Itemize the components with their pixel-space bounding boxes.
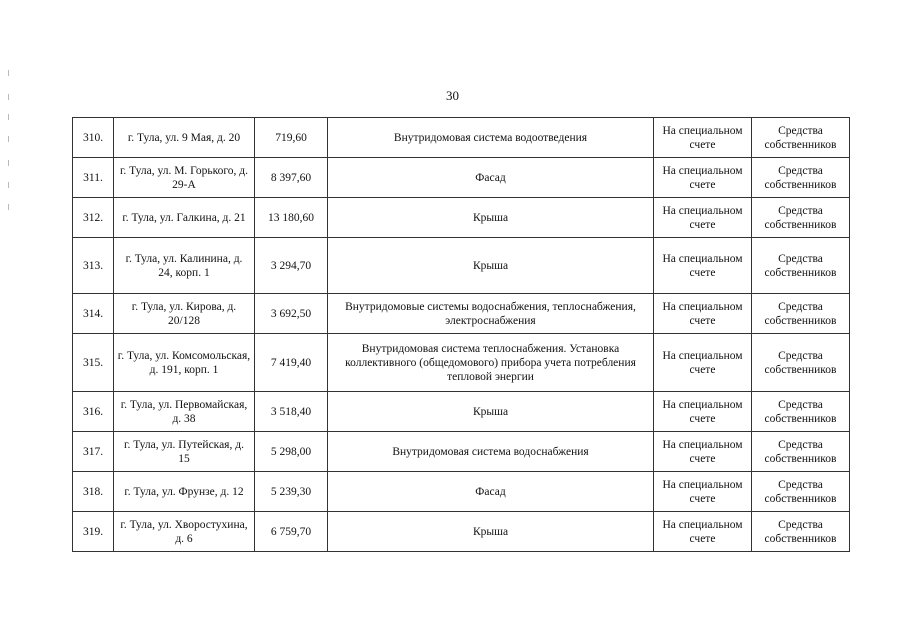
area-cell: 719,60 [255,118,328,158]
table-row [73,118,850,158]
work-type-cell: Фасад [328,472,654,512]
table-row [73,334,850,392]
row-number: 319. [73,512,114,552]
area-cell: 3 692,50 [255,294,328,334]
address-cell: г. Тула, ул. Комсомольская, д. 191, корп. 1 [114,334,255,392]
funding-source-cell: Средства собственников [752,294,850,334]
funding-source-cell: Средства собственников [752,512,850,552]
table-row [73,472,850,512]
funding-source-cell: Средства собственников [752,432,850,472]
address-cell: г. Тула, ул. М. Горького, д. 29-А [114,158,255,198]
repair-schedule-table [72,117,850,552]
work-type-cell: Внутридомовая система водоснабжения [328,432,654,472]
table-row [73,512,850,552]
row-number: 311. [73,158,114,198]
area-cell: 5 298,00 [255,432,328,472]
account-status-cell: На специальном счете [654,432,752,472]
row-number: 314. [73,294,114,334]
area-cell: 8 397,60 [255,158,328,198]
address-cell: г. Тула, ул. 9 Мая, д. 20 [114,118,255,158]
area-cell: 6 759,70 [255,512,328,552]
address-cell: г. Тула, ул. Путейская, д. 15 [114,432,255,472]
account-status-cell: На специальном счете [654,198,752,238]
work-type-cell: Крыша [328,512,654,552]
address-cell: г. Тула, ул. Калинина, д. 24, корп. 1 [114,238,255,294]
area-cell: 5 239,30 [255,472,328,512]
funding-source-cell: Средства собственников [752,198,850,238]
work-type-cell: Крыша [328,198,654,238]
page-number: 30 [446,88,459,103]
work-type-cell: Фасад [328,158,654,198]
address-cell: г. Тула, ул. Кирова, д. 20/128 [114,294,255,334]
row-number: 315. [73,334,114,392]
table-row [73,294,850,334]
account-status-cell: На специальном счете [654,158,752,198]
work-type-cell: Внутридомовые системы водоснабжения, теплоснабжения, электроснабжения [328,294,654,334]
account-status-cell: На специальном счете [654,392,752,432]
area-cell: 3 294,70 [255,238,328,294]
row-number: 318. [73,472,114,512]
funding-source-cell: Средства собственников [752,118,850,158]
area-cell: 13 180,60 [255,198,328,238]
account-status-cell: На специальном счете [654,512,752,552]
table-row [73,198,850,238]
work-type-cell: Крыша [328,238,654,294]
account-status-cell: На специальном счете [654,472,752,512]
account-status-cell: На специальном счете [654,294,752,334]
funding-source-cell: Средства собственников [752,472,850,512]
funding-source-cell: Средства собственников [752,238,850,294]
address-cell: г. Тула, ул. Хворостухина, д. 6 [114,512,255,552]
row-number: 316. [73,392,114,432]
table-row [73,238,850,294]
funding-source-cell: Средства собственников [752,392,850,432]
account-status-cell: На специальном счете [654,118,752,158]
table-row [73,158,850,198]
row-number: 312. [73,198,114,238]
funding-source-cell: Средства собственников [752,158,850,198]
work-type-cell: Крыша [328,392,654,432]
work-type-cell: Внутридомовая система теплоснабжения. Установка коллективного (общедомового) прибора учета потребления тепловой энергии [328,334,654,392]
account-status-cell: На специальном счете [654,238,752,294]
address-cell: г. Тула, ул. Фрунзе, д. 12 [114,472,255,512]
funding-source-cell: Средства собственников [752,334,850,392]
row-number: 317. [73,432,114,472]
table-row [73,392,850,432]
row-number: 313. [73,238,114,294]
scan-edge-marks [8,70,12,230]
work-type-cell: Внутридомовая система водоотведения [328,118,654,158]
row-number: 310. [73,118,114,158]
area-cell: 3 518,40 [255,392,328,432]
table-row [73,432,850,472]
address-cell: г. Тула, ул. Первомайская, д. 38 [114,392,255,432]
area-cell: 7 419,40 [255,334,328,392]
address-cell: г. Тула, ул. Галкина, д. 21 [114,198,255,238]
account-status-cell: На специальном счете [654,334,752,392]
